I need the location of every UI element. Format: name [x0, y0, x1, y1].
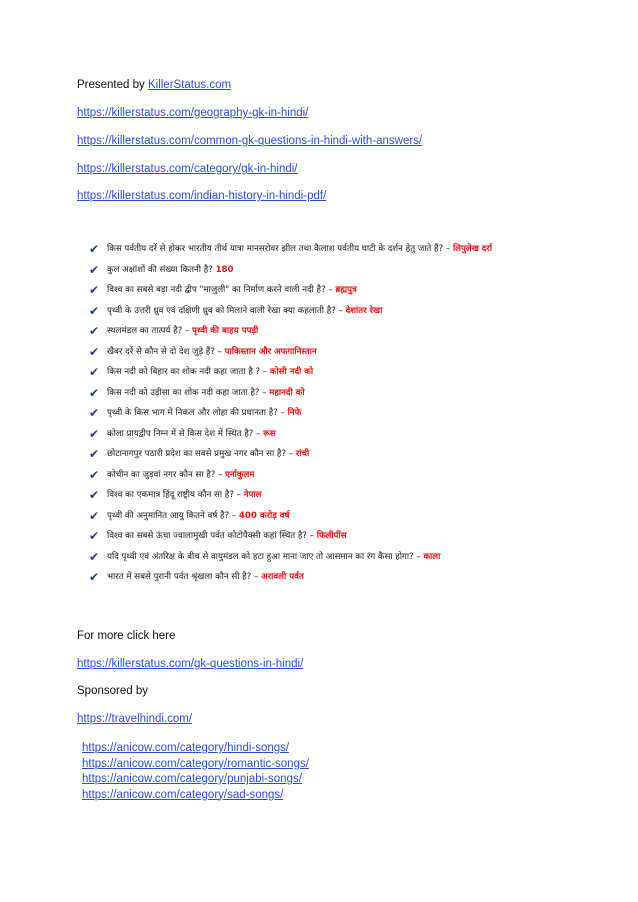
checkmark-icon: ✔ [89, 242, 100, 256]
answer-text: 180 [215, 264, 234, 275]
checkmark-icon: ✔ [89, 283, 100, 297]
question-item [89, 444, 609, 465]
answer-text: निफे [287, 408, 302, 418]
checkmark-icon: ✔ [89, 262, 100, 277]
question-item [89, 280, 609, 301]
checkmark-icon: ✔ [89, 488, 100, 502]
checkmark-icon: ✔ [89, 303, 100, 318]
question-text: पृथ्वी के किस भाग में निकल और लोहा की प्रधानता है? – [107, 408, 288, 418]
gk-questions-link[interactable]: https://killerstatus.com/gk-questions-in-hindi/ [77, 658, 304, 670]
question-text: कोला प्रायद्वीप निम्न में से किस देश में स्थित है? – [107, 428, 264, 439]
answer-text: 400 करोड़ वर्ष [238, 510, 290, 521]
question-text: विश्व का एकमात्र हिंदू राष्ट्रीय कौन सा है? – [107, 490, 244, 500]
killerstatus-link[interactable]: KillerStatus.com [147, 79, 232, 91]
answer-text: रूस [263, 428, 276, 439]
question-item [89, 239, 609, 260]
question-text: किस नदी को बिहार का शोक नदी कहा जाता है ? – [107, 367, 270, 377]
question-text: किस पर्वतीय दर्रे से होकर भारतीय तीर्थ यात्रा मानसरोवर झील तथा कैलाश पर्वतीय घाटी के दर्शन हेतु जाते हैं? – [107, 244, 453, 254]
checkmark-icon: ✔ [89, 529, 100, 543]
question-item [89, 547, 609, 568]
question-item [89, 465, 609, 486]
more-label: For more click here [77, 630, 176, 642]
presented-by-text: Presented by [77, 79, 148, 91]
checkmark-icon: ✔ [89, 467, 100, 482]
more-link-row [77, 657, 303, 671]
question-text: पृथ्वी के उत्तरी ध्रुव एवं दक्षिणी ध्रुव को मिलाने वाली रेखा क्या कहलाती है? – [107, 305, 346, 316]
question-item [89, 485, 609, 506]
question-item [89, 383, 609, 404]
indian-history-pdf-link[interactable]: https://killerstatus.com/indian-history-in-hindi-pdf/ [77, 190, 327, 202]
question-text: पृथ्वी की अनुमानित आयु कितने वर्ष है? – [107, 510, 239, 521]
answer-text: काला [423, 551, 441, 562]
checkmark-icon: ✔ [89, 570, 100, 584]
anicow-links [82, 741, 309, 803]
header-link-row [77, 162, 298, 176]
gk-question-list [89, 239, 609, 588]
sad-songs-link[interactable]: https://anicow.com/category/sad-songs/ [82, 788, 284, 801]
question-item [89, 301, 609, 322]
romantic-songs-link[interactable]: https://anicow.com/category/romantic-songs/ [82, 757, 309, 770]
hindi-songs-link[interactable]: https://anicow.com/category/hindi-songs/ [82, 742, 290, 754]
common-gk-questions-link[interactable]: https://killerstatus.com/common-gk-questions-in-hindi-with-answers/ [77, 135, 423, 147]
sponsored-label: Sponsored by [77, 685, 148, 697]
question-text: विश्व का सबसे बड़ा नदी द्वीप "माजुली" का निर्माण करने वाली नदी है? – [107, 285, 336, 295]
answer-text: फिलीपींस [316, 531, 347, 541]
question-text: खैबर दर्रे से कौन से दो देश जुड़े हैं? – [107, 346, 225, 357]
question-item [89, 321, 609, 342]
checkmark-icon: ✔ [89, 344, 100, 359]
question-item [89, 526, 609, 547]
question-text: कोचीन का जुड़वां नगर कौन सा है? – [107, 469, 226, 480]
checkmark-icon: ✔ [89, 508, 100, 523]
question-text: कुल अक्षांशों की संख्या कितनी है? [107, 264, 216, 275]
answer-text: महानदी को [269, 387, 305, 398]
question-item [89, 342, 609, 363]
question-text: विश्व का सबसे ऊंचा ज्वालामुखी पर्वत कोटोपैक्सी कहां स्थित है? – [107, 531, 317, 541]
gk-in-hindi-category-link[interactable]: https://killerstatus.com/category/gk-in-hindi/ [77, 163, 298, 175]
answer-text: एर्नाकुलम [225, 469, 255, 480]
checkmark-icon: ✔ [89, 447, 100, 461]
checkmark-icon: ✔ [89, 406, 100, 420]
question-text: किस नदी को उड़ीसा का शोक नदी कहा जाता है? – [107, 387, 270, 398]
answer-text: ब्रह्मपुत्र [335, 285, 357, 295]
answer-text: लिपुलेख दर्रा [452, 244, 493, 254]
question-item [89, 260, 609, 281]
answer-text: अरावली पर्वत [261, 572, 304, 582]
checkmark-icon: ✔ [89, 324, 100, 338]
question-item [89, 362, 609, 383]
question-item [89, 506, 609, 527]
travelhindi-link[interactable]: https://travelhindi.com/ [77, 713, 193, 725]
question-text: यदि पृथ्वी एवं अंतरिक्ष के बीच से वायुमंडल को हटा हुआ माना जाए तो आसमान का रंग कैसा होगा? – [107, 551, 424, 562]
checkmark-icon: ✔ [89, 385, 100, 400]
answer-text: पाकिस्तान और अफगानिस्तान [224, 346, 317, 357]
answer-text: पृथ्वी की बाहय पपड़ी [192, 326, 259, 336]
header-link-row [77, 106, 308, 120]
answer-text: कोसी नदी को [269, 367, 314, 377]
punjabi-songs-link[interactable]: https://anicow.com/category/punjabi-songs/ [82, 773, 302, 785]
sponsored-link-row [77, 712, 192, 726]
question-text: छोटानागपुर पठारी प्रदेश का सबसे प्रमुख नगर कौन सा है? – [107, 449, 296, 459]
answer-text: रांची [295, 449, 310, 459]
question-item [89, 424, 609, 445]
checkmark-icon: ✔ [89, 365, 100, 379]
answer-text: नेपाल [243, 490, 262, 500]
checkmark-icon: ✔ [89, 549, 100, 564]
geography-gk-link[interactable]: https://killerstatus.com/geography-gk-in-hindi/ [77, 107, 309, 119]
checkmark-icon: ✔ [89, 426, 100, 441]
question-item [89, 567, 609, 588]
presented-by-line [77, 78, 231, 92]
header-link-row [77, 134, 422, 148]
question-text: भारत में सबसे पुरानी पर्वत श्रृंखला कौन सी है? – [107, 572, 262, 582]
header-link-row [77, 189, 326, 203]
question-text: स्थलमंडल का तात्पर्य है? – [107, 326, 193, 336]
answer-text: देशांतर रेखा [345, 305, 383, 316]
question-item [89, 403, 609, 424]
